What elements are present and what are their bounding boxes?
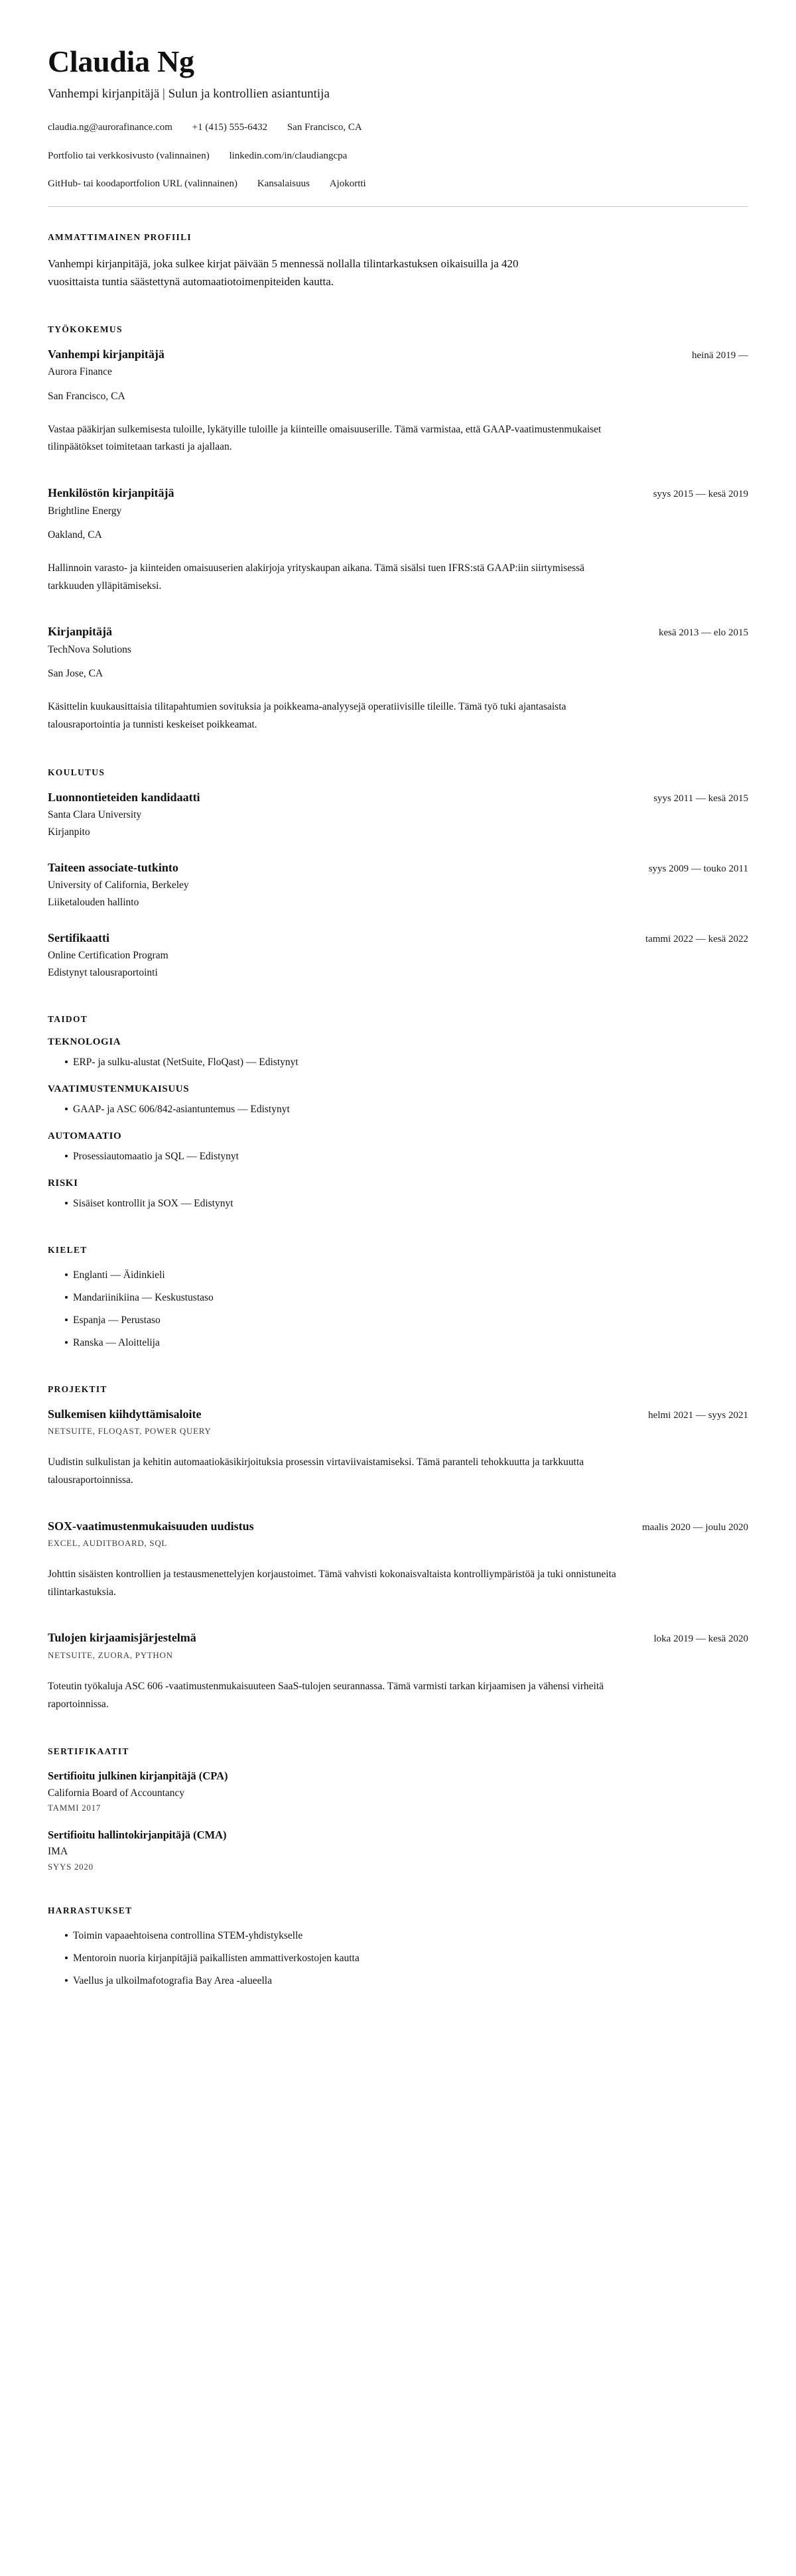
skill-group — [48, 1131, 748, 1165]
section-certificates — [48, 1746, 748, 1872]
section-title-experience: TYÖKOKEMUS — [48, 324, 123, 334]
skill-list — [48, 1149, 748, 1165]
experience-dates: syys 2015 — kesä 2019 — [653, 489, 748, 500]
experience-item — [48, 347, 748, 456]
education-degree: Sertifikaatti — [48, 931, 109, 944]
experience-role: Henkilöstön kirjanpitäjä — [48, 486, 174, 500]
skill-item: Sisäiset kontrollit ja SOX — Edistynyt — [65, 1196, 748, 1212]
education-field: Kirjanpito — [48, 826, 90, 838]
skill-group-title: RISKI — [48, 1177, 78, 1189]
hobby-item: Mentoroin nuoria kirjanpitäjiä paikallisten ammattiverkostojen kautta — [65, 1951, 748, 1966]
project-item-head — [48, 1519, 748, 1535]
contact-github: GitHub- tai koodaportfolion URL (valinnainen) — [48, 178, 238, 190]
project-dates: maalis 2020 — joulu 2020 — [642, 1521, 748, 1533]
language-item: Espanja — Perustaso — [65, 1313, 748, 1328]
section-skills — [48, 1014, 748, 1212]
contact-row-1 — [48, 120, 748, 135]
resume-header — [48, 45, 748, 192]
education-field: Edistynyt talousraportointi — [48, 967, 158, 979]
experience-company: Aurora Finance — [48, 366, 112, 378]
contact-drivers-license: Ajokortti — [329, 178, 366, 190]
education-degree: Luonnontieteiden kandidaatti — [48, 790, 200, 804]
language-list — [48, 1267, 748, 1351]
project-dates: helmi 2021 — syys 2021 — [648, 1409, 748, 1421]
experience-item-head — [48, 485, 748, 501]
section-experience — [48, 324, 748, 734]
project-name: SOX-vaatimustenmukaisuuden uudistus — [48, 1519, 254, 1533]
project-item — [48, 1519, 748, 1602]
skill-list — [48, 1196, 748, 1212]
contact-row-2 — [48, 149, 748, 164]
skill-item: GAAP- ja ASC 606/842-asiantuntemus — Edistynyt — [65, 1102, 748, 1118]
project-tech: NETSUITE, FLOQAST, POWER QUERY — [48, 1426, 212, 1437]
skill-list — [48, 1055, 748, 1070]
certificate-date: TAMMI 2017 — [48, 1802, 101, 1813]
section-title-hobbies: HARRASTUKSET — [48, 1905, 133, 1915]
contact-linkedin: linkedin.com/in/claudiangcpa — [229, 150, 348, 161]
header-divider — [48, 206, 748, 207]
project-description: Uudistin sulkulistan ja kehitin automaatiokäsikirjoituksia prosessin virtaviivaistamiseksi. Tämä paranteli tehokkuutta ja tarkkuutta talousraportoinnissa. — [48, 1456, 584, 1486]
contact-portfolio: Portfolio tai verkkosivusto (valinnainen) — [48, 150, 210, 161]
experience-location: San Jose, CA — [48, 668, 103, 680]
education-school: Santa Clara University — [48, 809, 142, 821]
education-item-head — [48, 790, 748, 806]
experience-description: Käsittelin kuukausittaisia tilitapahtumien sovituksia ja poikkeama-analyysejä operatiivisille tileille. Tämä työ tuki ajantasaista talousraportointia ja tunnisti keskeiset poikkeamat. — [48, 701, 566, 731]
hobby-item: Vaellus ja ulkoilmafotografia Bay Area -alueella — [65, 1973, 748, 1989]
skill-group-title: TEKNOLOGIA — [48, 1036, 121, 1047]
contact-row-3 — [48, 176, 748, 192]
skill-group-title: VAATIMUSTENMUKAISUUS — [48, 1083, 190, 1094]
section-title-education: KOULUTUS — [48, 767, 105, 777]
section-title-projects: PROJEKTIT — [48, 1384, 107, 1394]
contact-email: claudia.ng@aurorafinance.com — [48, 122, 172, 133]
education-dates: syys 2009 — touko 2011 — [648, 863, 748, 874]
section-title-certificates: SERTIFIKAATIT — [48, 1746, 129, 1757]
education-item-head — [48, 860, 748, 876]
section-title-summary: AMMATTIMAINEN PROFIILI — [48, 231, 192, 242]
education-degree: Taiteen associate-tutkinto — [48, 860, 178, 874]
skill-group-title: AUTOMAATIO — [48, 1130, 122, 1141]
section-hobbies — [48, 1905, 748, 1989]
education-field: Liiketalouden hallinto — [48, 897, 139, 909]
project-item — [48, 1630, 748, 1713]
education-dates: tammi 2022 — kesä 2022 — [645, 933, 748, 944]
certificate-name: Sertifioitu hallintokirjanpitäjä (CMA) — [48, 1828, 227, 1841]
hobby-list — [48, 1928, 748, 1989]
experience-description: Vastaa pääkirjan sulkemisesta tuloille, lykätyille tuloille ja kiinteille omaisuuserille. Tämä varmistaa, että GAAP-vaatimustenmukaiset tilinpäätökset toimitetaan tarkasti ja ajallaan. — [48, 423, 602, 453]
education-school: Online Certification Program — [48, 950, 168, 962]
section-projects — [48, 1384, 748, 1713]
contact-location: San Francisco, CA — [287, 122, 362, 133]
hobby-item: Toimin vapaaehtoisena controllina STEM-yhdistykselle — [65, 1928, 748, 1944]
experience-dates: heinä 2019 — — [692, 350, 748, 361]
language-item: Ranska — Aloittelija — [65, 1335, 748, 1351]
candidate-name: Claudia Ng — [48, 44, 194, 78]
skill-group — [48, 1084, 748, 1118]
skill-item: Prosessiautomaatio ja SQL — Edistynyt — [65, 1149, 748, 1165]
section-education — [48, 767, 748, 981]
language-item: Englanti — Äidinkieli — [65, 1267, 748, 1283]
education-school: University of California, Berkeley — [48, 879, 189, 891]
skill-group — [48, 1178, 748, 1212]
education-item — [48, 931, 748, 981]
experience-role: Kirjanpitäjä — [48, 625, 112, 639]
experience-item-head — [48, 347, 748, 363]
certificate-item — [48, 1828, 748, 1872]
skill-item: ERP- ja sulku-alustat (NetSuite, FloQast) — Edistynyt — [65, 1055, 748, 1070]
project-tech: EXCEL, AUDITBOARD, SQL — [48, 1538, 168, 1549]
skill-list — [48, 1102, 748, 1118]
project-description: Johttin sisäisten kontrollien ja testausmenettelyjen korjaustoimet. Tämä vahvisti kokonaisvaltaista kontrolliympäristöä ja tuki onnistuneita tilintarkastuksia. — [48, 1569, 616, 1598]
certificate-date: SYYS 2020 — [48, 1861, 94, 1872]
contact-nationality: Kansalaisuus — [257, 178, 310, 190]
section-title-languages: KIELET — [48, 1244, 88, 1255]
education-item-head — [48, 931, 748, 946]
experience-location: Oakland, CA — [48, 529, 102, 541]
language-item: Mandariinikiina — Keskustustaso — [65, 1290, 748, 1306]
experience-role: Vanhempi kirjanpitäjä — [48, 347, 165, 361]
certificate-item — [48, 1769, 748, 1813]
certificate-issuer: IMA — [48, 1846, 68, 1858]
skill-group — [48, 1037, 748, 1070]
project-item-head — [48, 1407, 748, 1423]
project-description: Toteutin työkaluja ASC 606 -vaatimustenmukaisuuteen SaaS-tulojen seurannassa. Tämä varmisti tarkan kirjaamisen ja vähensi virheitä raportoinnissa. — [48, 1680, 604, 1710]
certificate-name: Sertifioitu julkinen kirjanpitäjä (CPA) — [48, 1770, 228, 1783]
experience-company: TechNova Solutions — [48, 643, 131, 655]
project-dates: loka 2019 — kesä 2020 — [653, 1634, 748, 1645]
project-name: Tulojen kirjaamisjärjestelmä — [48, 1631, 196, 1645]
education-dates: syys 2011 — kesä 2015 — [653, 793, 748, 804]
project-item — [48, 1407, 748, 1490]
experience-location: San Francisco, CA — [48, 390, 125, 402]
education-item — [48, 860, 748, 911]
summary-text: Vanhempi kirjanpitäjä, joka sulkee kirjat päivään 5 mennessä nollalla tilintarkastuksen oikaisuilla ja 420 vuosittaista tuntia säästettynä automaatiotoimenpiteiden kautta. — [48, 257, 519, 289]
project-name: Sulkemisen kiihdyttämisaloite — [48, 1407, 202, 1421]
experience-item — [48, 624, 748, 734]
section-languages — [48, 1245, 748, 1351]
experience-dates: kesä 2013 — elo 2015 — [659, 627, 748, 639]
candidate-headline: Vanhempi kirjanpitäjä | Sulun ja kontrollien asiantuntija — [48, 86, 330, 101]
experience-company: Brightline Energy — [48, 505, 122, 517]
section-summary — [48, 232, 748, 291]
experience-item — [48, 485, 748, 595]
experience-description: Hallinnoin varasto- ja kiinteiden omaisuuserien alakirjoja yrityskaupan aikana. Tämä sisälsi tuen IFRS:stä GAAP:iin siirtymisessä tarkkuuden ylläpitämiseksi. — [48, 562, 585, 592]
education-item — [48, 790, 748, 840]
experience-item-head — [48, 624, 748, 640]
project-tech: NETSUITE, ZUORA, PYTHON — [48, 1649, 173, 1660]
section-title-skills: TAIDOT — [48, 1013, 88, 1024]
contact-phone: +1 (415) 555-6432 — [192, 122, 268, 133]
project-item-head — [48, 1630, 748, 1646]
certificate-issuer: California Board of Accountancy — [48, 1787, 185, 1799]
